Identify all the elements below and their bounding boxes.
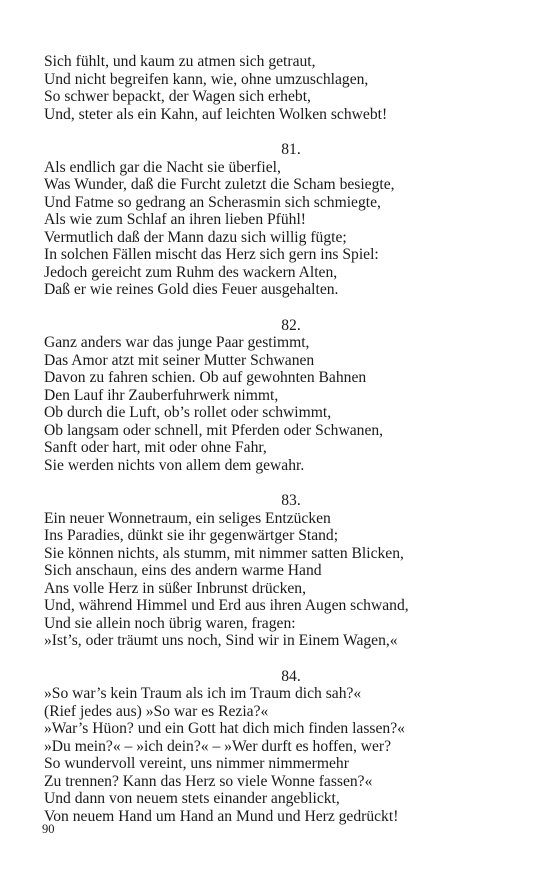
verse-line: »War’s Hüon? und ein Gott hat dich mich finden lassen?« — [44, 720, 405, 737]
verse-line: Als wie zum Schlaf an ihren lieben Pfühl! — [44, 211, 306, 228]
verse-line: Vermutlich daß der Mann dazu sich willig fügte; — [44, 228, 347, 246]
verse-line: Und, während Himmel und Erd aus ihren Augen schwand, — [44, 597, 409, 614]
verse-line: So wundervoll vereint, uns nimmer nimmermehr — [44, 755, 349, 772]
verse-line: »So war’s kein Traum als ich im Traum dich sah?« — [44, 685, 362, 702]
stanza-number: 81. — [281, 141, 301, 158]
verse-line: Und dann von neuem stets einander angeblickt, — [44, 790, 340, 807]
stanza-number: 82. — [281, 316, 301, 334]
verse-line: Ein neuer Wonnetraum, ein seliges Entzücken — [44, 509, 331, 527]
verse-line: Jedoch gereicht zum Ruhm des wackern Alten, — [44, 263, 338, 281]
verse-line: Von neuem Hand um Hand an Mund und Herz gedrückt! — [44, 807, 399, 825]
page-number: 90 — [42, 822, 55, 836]
stanza-81 — [44, 159, 514, 299]
verse-line: Sie werden nichts von allem dem gewahr. — [44, 456, 305, 474]
verse-line: »Ist’s, oder träumt uns noch, Sind wir in Einem Wagen,« — [44, 632, 398, 649]
opening-stanza — [44, 53, 514, 123]
verse-line: Sich anschaun, eins des andern warme Hand — [44, 562, 322, 579]
verse-line: Davon zu fahren schien. Ob auf gewohnten Bahnen — [44, 369, 367, 386]
verse-line: »Du mein?« – »ich dein?« – »Wer durft es hoffen, wer? — [44, 737, 392, 755]
verse-line: Als endlich gar die Nacht sie überfiel, — [44, 158, 281, 176]
verse-line: Das Amor atzt mit seiner Mutter Schwanen — [44, 351, 315, 369]
verse-line: Und sie allein noch übrig waren, fragen: — [44, 614, 296, 632]
stanza-number: 84. — [281, 667, 301, 685]
verse-line: Ins Paradies, dünkt sie ihr gegenwärtger Stand; — [44, 527, 339, 544]
verse-line: Ob langsam oder schnell, mit Pferden oder Schwanen, — [44, 421, 384, 439]
verse-line: So schwer bepackt, der Wagen sich erhebt, — [44, 88, 311, 105]
verse-line: Sich fühlt, und kaum zu atmen sich getraut, — [44, 53, 316, 70]
verse-line: Daß er wie reines Gold dies Feuer ausgehalten. — [44, 281, 339, 298]
verse-line: Was Wunder, daß die Furcht zuletzt die Scham besiegte, — [44, 176, 395, 193]
verse-line: Und, steter als ein Kahn, auf leichten Wolken schwebt! — [44, 105, 388, 123]
stanza-number: 83. — [281, 492, 301, 509]
stanza-83 — [44, 510, 514, 650]
poem-page — [44, 53, 514, 825]
verse-line: Sanft oder hart, mit oder ohne Fahr, — [44, 439, 267, 456]
verse-line: Zu trennen? Kann das Herz so viele Wonne fassen?« — [44, 772, 373, 790]
verse-line: Und Fatme so gedrang an Scherasmin sich schmiegte, — [44, 193, 381, 211]
verse-line: (Rief jedes aus) »So war es Rezia?« — [44, 702, 269, 720]
verse-line: Ganz anders war das junge Paar gestimmt, — [44, 334, 310, 351]
verse-line: Sie können nichts, als stumm, mit nimmer satten Blicken, — [44, 544, 404, 562]
verse-line: In solchen Fällen mischt das Herz sich gern ins Spiel: — [44, 246, 379, 263]
verse-line: Den Lauf ihr Zauberfuhrwerk nimmt, — [44, 386, 279, 404]
stanza-82 — [44, 334, 514, 474]
verse-line: Ans volle Herz in süßer Inbrunst drücken, — [44, 579, 306, 597]
verse-line: Ob durch die Luft, ob’s rollet oder schwimmt, — [44, 404, 332, 421]
verse-line: Und nicht begreifen kann, wie, ohne umzuschlagen, — [44, 70, 369, 88]
stanza-84 — [44, 685, 514, 825]
